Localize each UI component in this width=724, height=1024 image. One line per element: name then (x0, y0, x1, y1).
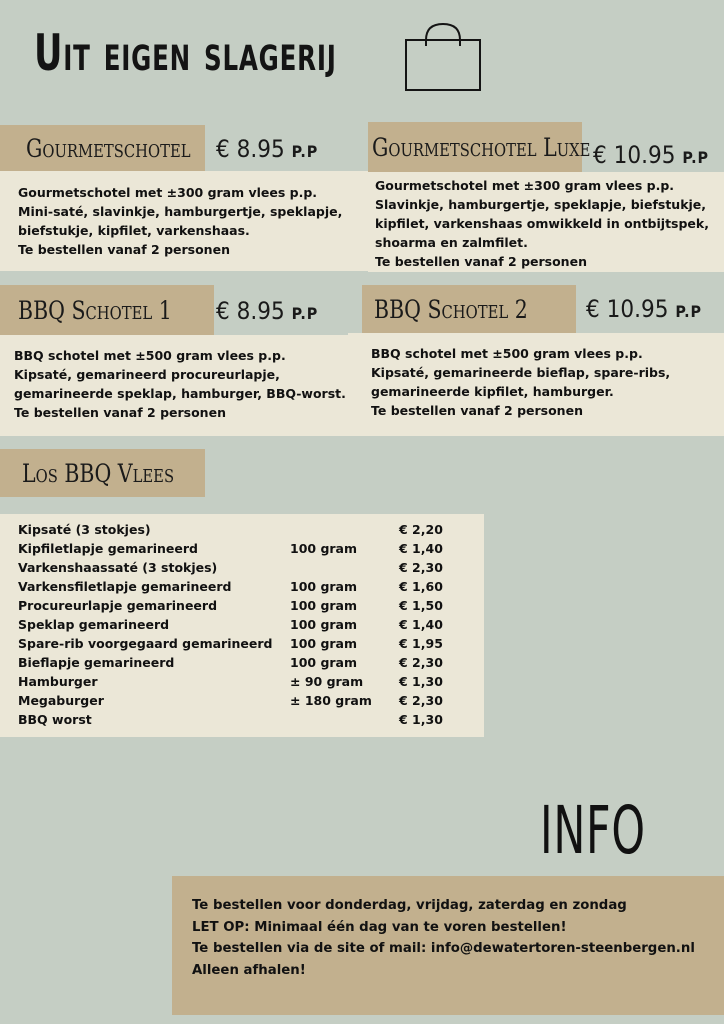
table-row: Varkensfiletlapje gemarineerd 100 gram € 1,60 (18, 579, 443, 594)
schotel-tag-gourmet: Gourmetschotel (0, 125, 205, 171)
table-row: Kipsaté (3 stokjes) € 2,20 (18, 522, 443, 537)
schotel-desc-bbq-1: BBQ schotel met ±500 gram vlees p.p. Kipsaté, gemarineerd procureurlapje, gemarineerde speklap, hamburger, BBQ-worst. Te bestellen vanaf 2 personen (0, 335, 348, 436)
schotel-tag-gourmet-luxe: Gourmetschotel Luxe (368, 122, 582, 172)
schotel-price-gourmet: € 8.95 P.P (216, 135, 319, 163)
schotel-tag-bbq-2: BBQ Schotel 2 (362, 285, 576, 333)
los-vlees-table (0, 514, 484, 737)
table-row: Varkenshaassaté (3 stokjes) € 2,30 (18, 560, 443, 575)
table-row: Bieflapje gemarineerd 100 gram € 2,30 (18, 655, 443, 670)
table-row: Hamburger ± 90 gram € 1,30 (18, 674, 443, 689)
los-vlees-tag: Los BBQ Vlees (0, 449, 205, 497)
table-row: Kipfiletlapje gemarineerd 100 gram € 1,40 (18, 541, 443, 556)
table-row: Spare-rib voorgegaard gemarineerd 100 gram € 1,95 (18, 636, 443, 651)
schotel-price-bbq-2: € 10.95 P.P (586, 295, 702, 323)
schotel-desc-gourmet: Gourmetschotel met ±300 gram vlees p.p. Mini-saté, slavinkje, hamburgertje, speklapje, biefstukje, kipfilet, varkenshaas. Te bestellen vanaf 2 personen (0, 171, 368, 271)
info-box: Te bestellen voor donderdag, vrijdag, zaterdag en zondag LET OP: Minimaal één dag van te voren bestellen! Te bestellen via de site of mail: info@dewatertoren-steenbergen.nl Alleen afhalen! (172, 876, 724, 1015)
table-row: BBQ worst € 1,30 (18, 712, 443, 727)
shopping-bag-icon (404, 22, 482, 92)
schotel-price-gourmet-luxe: € 10.95 P.P (593, 141, 709, 169)
table-row: Procureurlapje gemarineerd 100 gram € 1,50 (18, 598, 443, 613)
table-row: Speklap gemarineerd 100 gram € 1,40 (18, 617, 443, 632)
table-row: Megaburger ± 180 gram € 2,30 (18, 693, 443, 708)
schotel-desc-bbq-2: BBQ schotel met ±500 gram vlees p.p. Kipsaté, gemarineerde bieflap, spare-ribs, gemarineerde kipfilet, hamburger. Te bestellen vanaf 2 personen (348, 333, 724, 436)
schotel-tag-bbq-1: BBQ Schotel 1 (0, 285, 214, 335)
info-heading: INFO (540, 792, 646, 869)
schotel-price-bbq-1: € 8.95 P.P (216, 297, 319, 325)
schotel-desc-gourmet-luxe: Gourmetschotel met ±300 gram vlees p.p. Slavinkje, hamburgertje, speklapje, biefstukje, kipfilet, varkenshaas omwikkeld in ontbijtspek, shoarma en zalmfilet. Te bestellen vanaf 2 personen (368, 172, 724, 272)
page-title: Uit eigen slagerij (34, 24, 337, 82)
